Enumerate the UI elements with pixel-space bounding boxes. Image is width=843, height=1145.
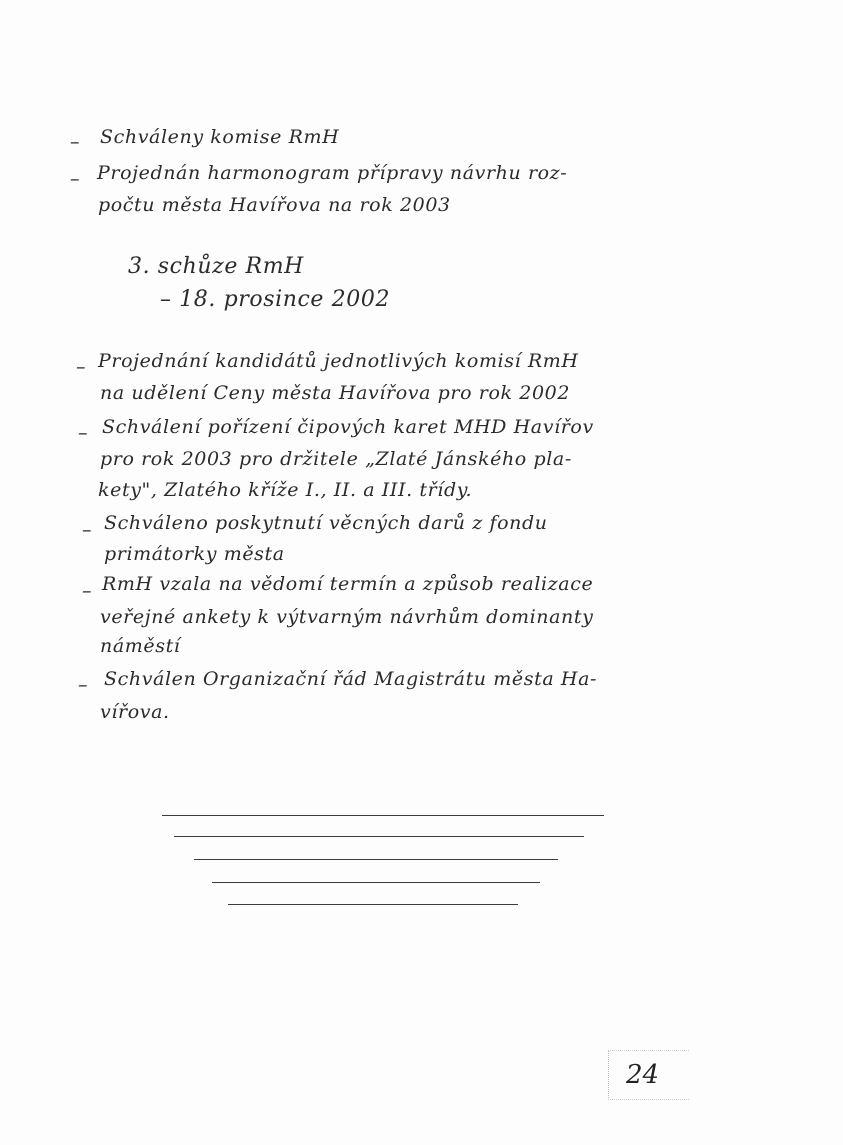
closing-rule <box>194 859 558 860</box>
item-survey-line2: veřejné ankety k výtvarným návrhům dominanty <box>100 606 594 628</box>
item-award-candidates-line2: na udělení Ceny města Havířova pro rok 2002 <box>100 382 571 404</box>
item-survey-line3: náměstí <box>100 635 181 657</box>
bullet-dash: – <box>78 674 88 696</box>
bullet-dash: – <box>76 356 86 378</box>
item-chip-cards-line2: pro rok 2003 pro držitele „Zlaté Jánského pla- <box>100 448 572 470</box>
item-budget-schedule-line1: Projednán harmonogram přípravy návrhu roz- <box>97 162 568 184</box>
closing-rule <box>212 882 540 883</box>
item-gifts-line1: Schváleno poskytnutí věcných darů z fondu <box>104 512 548 534</box>
bullet-dash: – <box>70 168 80 190</box>
page-number: 24 <box>626 1060 660 1090</box>
bullet-dash: – <box>82 580 92 602</box>
closing-rule <box>228 904 518 905</box>
bullet-dash: – <box>78 422 88 444</box>
meeting-heading: 3. schůze RmH <box>128 254 304 279</box>
closing-rule <box>174 836 584 837</box>
bullet-dash: – <box>82 519 92 541</box>
item-award-candidates-line1: Projednání kandidátů jednotlivých komisí RmH <box>98 350 579 372</box>
item-budget-schedule-line2: počtu města Havířova na rok 2003 <box>98 194 451 216</box>
item-chip-cards-line3: kety", Zlatého kříže I., II. a III. třídy. <box>98 479 473 501</box>
item-org-rules-line2: vířova. <box>100 701 170 723</box>
meeting-date: – 18. prosince 2002 <box>160 287 391 312</box>
closing-rule <box>162 815 604 816</box>
item-chip-cards-line1: Schválení pořízení čipových karet MHD Havířov <box>102 416 594 438</box>
item-commissions-approved: Schváleny komise RmH <box>100 126 340 148</box>
item-gifts-line2: primátorky města <box>104 543 285 565</box>
item-survey-line1: RmH vzala na vědomí termín a způsob realizace <box>102 573 594 595</box>
item-org-rules-line1: Schválen Organizační řád Magistrátu města Ha- <box>104 668 598 690</box>
bullet-dash: – <box>70 131 80 153</box>
